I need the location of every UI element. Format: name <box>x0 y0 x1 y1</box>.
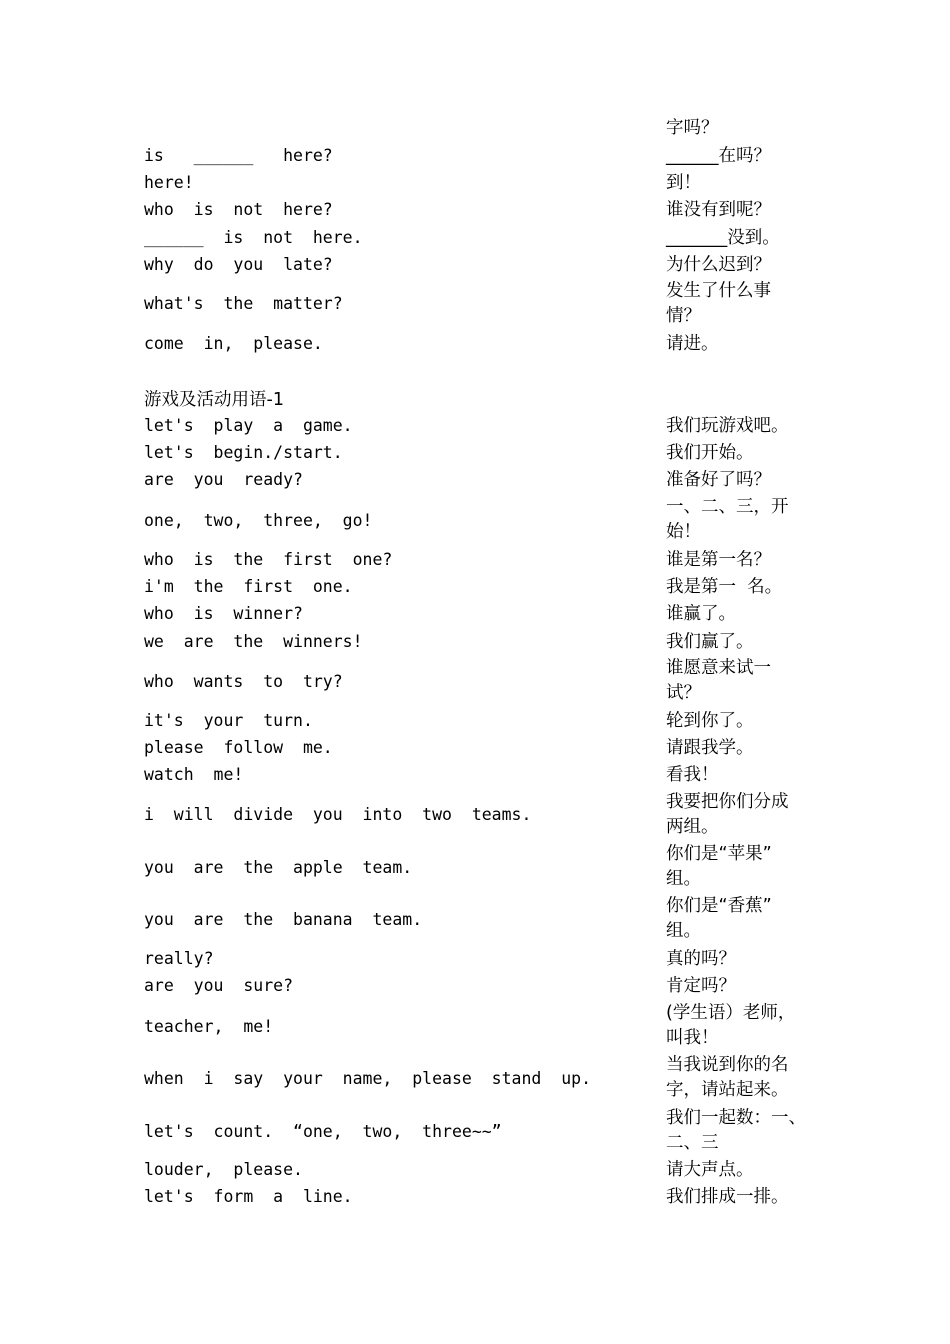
chinese-translation: 看我！ <box>666 765 719 785</box>
chinese-translation: 请进。 <box>666 334 719 354</box>
english-phrase: is ______ here? <box>144 146 333 165</box>
english-phrase: let's count. “one, two, three~~” <box>144 1122 502 1141</box>
chinese-translation: 请大声点。 <box>666 1160 754 1180</box>
english-phrase: what's the matter? <box>144 294 343 313</box>
chinese-translation: 我要把你们分成 两组。 <box>666 792 789 837</box>
top-fragment: 字吗？ <box>666 118 719 138</box>
english-phrase: who is the first one? <box>144 550 393 569</box>
english-phrase: when i say your name, please stand up. <box>144 1069 592 1088</box>
chinese-translation: 我们排成一排。 <box>666 1187 789 1207</box>
english-phrase: ______ is not here. <box>144 228 363 247</box>
english-phrase: let's form a line. <box>144 1187 353 1206</box>
english-phrase: are you ready? <box>144 470 303 489</box>
chinese-translation: 真的吗？ <box>666 949 736 969</box>
english-phrase: it's your turn. <box>144 711 313 730</box>
english-phrase: we are the winners! <box>144 632 363 651</box>
chinese-translation: 你们是“苹果” 组。 <box>666 844 772 889</box>
english-phrase: i will divide you into two teams. <box>144 805 532 824</box>
english-phrase: i'm the first one. <box>144 577 353 596</box>
chinese-translation: (学生语）老师， 叫我！ <box>666 1003 796 1048</box>
english-phrase: louder, please. <box>144 1160 303 1179</box>
chinese-translation: 我们一起数：一、 二、三 <box>666 1108 806 1153</box>
chinese-translation: 谁赢了。 <box>666 604 736 624</box>
chinese-translation: 谁没有到呢？ <box>666 200 771 220</box>
chinese-translation: 我们赢了。 <box>666 632 754 652</box>
english-phrase: teacher, me! <box>144 1017 274 1036</box>
english-phrase: please follow me. <box>144 738 333 757</box>
english-phrase: who is not here? <box>144 200 333 219</box>
chinese-translation: 轮到你了。 <box>666 711 754 731</box>
english-phrase: are you sure? <box>144 976 294 995</box>
chinese-translation: ______在吗？ <box>666 146 771 166</box>
chinese-translation: 为什么迟到？ <box>666 255 771 275</box>
chinese-translation: 一、二、三，开 始！ <box>666 497 789 542</box>
chinese-translation: 到！ <box>666 173 701 193</box>
chinese-translation: 我们玩游戏吧。 <box>666 416 789 436</box>
chinese-translation: 我是第一 名。 <box>666 577 783 597</box>
chinese-translation: 准备好了吗？ <box>666 470 771 490</box>
english-phrase: why do you late? <box>144 255 333 274</box>
english-phrase: who wants to try? <box>144 672 343 691</box>
chinese-translation: 肯定吗？ <box>666 976 736 996</box>
english-phrase: really? <box>144 949 214 968</box>
chinese-translation: 谁愿意来试一 试？ <box>666 658 771 703</box>
chinese-translation: 发生了什么事 情？ <box>666 281 771 326</box>
english-phrase: who is winner? <box>144 604 303 623</box>
chinese-translation: 谁是第一名？ <box>666 550 771 570</box>
english-phrase: here! <box>144 173 194 192</box>
english-phrase: watch me! <box>144 765 244 784</box>
chinese-translation: _______没到。 <box>666 228 780 248</box>
english-phrase: come in, please. <box>144 334 323 353</box>
chinese-translation: 我们开始。 <box>666 443 754 463</box>
chinese-translation: 当我说到你的名 字，请站起来。 <box>666 1055 789 1100</box>
chinese-translation: 你们是“香蕉” 组。 <box>666 896 772 941</box>
chinese-translation: 请跟我学。 <box>666 738 754 758</box>
english-phrase: let's begin./start. <box>144 443 343 462</box>
section-heading: 游戏及活动用语-1 <box>144 390 284 410</box>
english-phrase: one, two, three, go! <box>144 511 373 530</box>
english-phrase: you are the apple team. <box>144 858 413 877</box>
english-phrase: let's play a game. <box>144 416 353 435</box>
english-phrase: you are the banana team. <box>144 910 423 929</box>
